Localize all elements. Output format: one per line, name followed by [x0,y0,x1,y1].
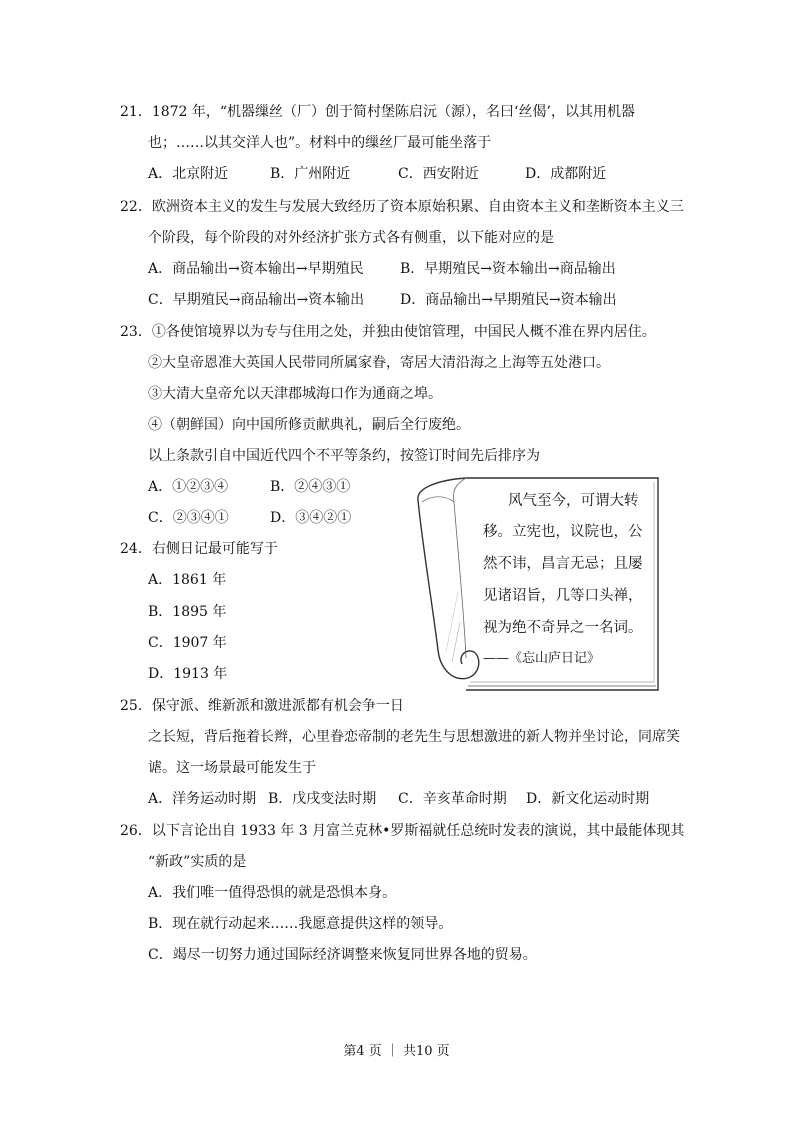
q23-item-3: ③大清大皇帝允以天津郡城海口作为通商之埠。 [148,386,442,402]
q21-option-b: B．广州附近 [270,166,351,182]
q21-stem-line2: 也；……以其交洋人也”。材料中的缫丝厂最可能坐落于 [148,135,492,151]
q23-stem: 以上条款引自中国近代四个不平等条约，按签订时间先后排序为 [148,448,540,464]
diary-line-4: 见诸诏旨，几等口头禅， [483,588,643,604]
q26-stem-line1: 26．以下言论出自 1933 年 3 月富兰克林•罗斯福就任总统时发表的演说，其中最能体现其 [120,823,685,839]
q25-stem-line1: 25．保守派、维新派和激进派都有机会争一日 [120,698,404,714]
q21-option-a: A．北京附近 [148,166,229,182]
q23-option-a: A．①②③④ [148,479,229,495]
q23-option-d: D．③④②① [270,510,352,526]
q22-option-c: C．早期殖民→商品输出→资本输出 [148,292,365,308]
diary-line-5: 视为绝不奇异之一名词。 [483,620,643,636]
q21-option-c: C．西安附近 [398,166,479,182]
diary-line-1: 风气至今，可谓大转 [508,493,639,509]
diary-line-3: 然不讳，昌言无忌；且屡 [483,556,643,572]
q22-option-b: B．早期殖民→资本输出→商品输出 [400,261,616,277]
q25-option-c: C．辛亥革命时期 [398,791,507,807]
q21-option-d: D．成都附近 [525,166,607,182]
q22-option-a: A．商品输出→资本输出→早期殖民 [148,261,364,277]
q26-option-b: B．现在就行动起来……我愿意提供这样的领导。 [148,916,453,932]
q23-option-b: B．②④③① [270,479,351,495]
q26-stem-line2: “新政”实质的是 [148,854,247,870]
q24-option-c: C．1907 年 [148,635,227,651]
diary-line-2: 移。立宪也，议院也，公 [483,524,643,540]
q25-option-d: D．新文化运动时期 [526,791,650,807]
q24-option-b: B．1895 年 [148,604,227,620]
diary-source: ——《忘山庐日记》 [483,651,601,666]
q24-stem: 24．右侧日记最可能写于 [120,541,278,557]
q25-stem-line2: 之长短，背后拖着长辫，心里眷恋帝制的老先生与思想激进的新人物并坐讨论，同席笑 [148,729,680,745]
q21-stem-line1: 21．1872 年，“机器缫丝（厂）创于简村堡陈启沅（源），名曰‘丝偈’，以其用机器 [120,104,635,120]
q22-option-d: D．商品输出→早期殖民→资本输出 [400,292,617,308]
q23-option-c: C．②③④① [148,510,229,526]
q25-option-b: B．戊戌变法时期 [268,791,377,807]
q24-option-d: D．1913 年 [148,666,228,682]
q26-option-a: A．我们唯一值得恐惧的就是恐惧本身。 [148,885,397,901]
q26-option-c: C．竭尽一切努力通过国际经济调整来恢复同世界各地的贸易。 [148,947,537,963]
q25-stem-line3: 谑。这一场景最可能发生于 [148,760,316,776]
page-footer: 第4 页 ｜ 共10 页 [343,1044,450,1059]
q22-stem-line1: 22．欧洲资本主义的发生与发展大致经历了资本原始积累、自由资本主义和垄断资本主义三 [120,199,684,215]
q25-option-a: A．洋务运动时期 [148,791,257,807]
q23-item-4: ④（朝鲜国）向中国所修贡献典礼，嗣后全行废绝。 [148,417,470,433]
q22-stem-line2: 个阶段，每个阶段的对外经济扩张方式各有侧重，以下能对应的是 [148,230,554,246]
q23-item-2: ②大皇帝恩准大英国人民带同所属家眷，寄居大清沿海之上海等五处港口。 [148,355,610,371]
q23-item-1: 23．①各使馆境界以为专与住用之处，并独由使馆管理，中国民人概不准在界内居住。 [120,324,656,340]
q24-option-a: A．1861 年 [148,572,227,588]
